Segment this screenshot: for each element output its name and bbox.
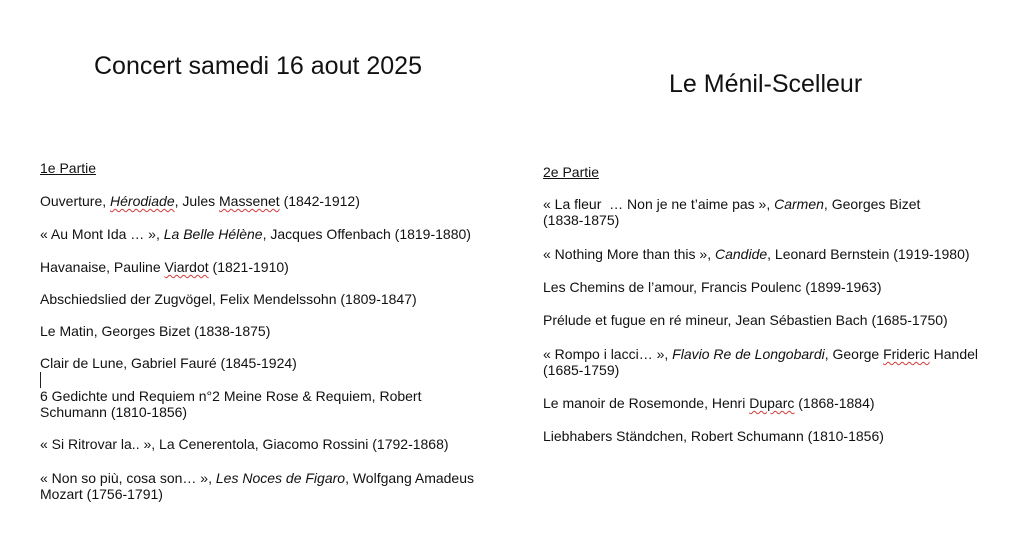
item-text: , Wolfgang Amadeus [345,470,474,486]
program-item-3: Les Chemins de l’amour, Francis Poulenc (1899-1963) [543,279,882,295]
part-1-label: 1e Partie [40,160,97,176]
item-dates: (1821-1910) [208,259,289,275]
item-text: « Rompo i lacci… », [543,346,673,362]
item-composer: Frideric [883,346,930,362]
item-text: (1838-1875) [543,212,620,228]
program-item-1 [40,193,360,209]
item-title: Les Noces de Figaro [215,470,346,486]
item-title: La Belle Hélène [163,226,263,242]
item-text: , Georges Bizet [823,196,921,212]
text-cursor [40,372,41,388]
program-item-6 [543,395,875,411]
item-title: Flavio Re de Longobardi [672,346,825,362]
program-item-9 [40,470,474,502]
item-text: Le manoir de Rosemonde, Henri [543,395,750,411]
item-composer: Massenet [219,193,280,209]
item-text: , Jacques Offenbach (1819-1880) [262,226,471,242]
item-title: Candide [715,246,768,262]
item-dates: (1868-1884) [794,395,875,411]
item-text: , George [824,346,884,362]
concert-title: Concert samedi 16 aout 2025 [94,52,422,80]
program-item-7 [40,388,421,420]
program-item-1 [543,196,920,228]
program-item-8: « Si Ritrovar la.. », La Cenerentola, Giacomo Rossini (1792-1868) [40,436,449,452]
item-composer: Duparc [749,395,795,411]
item-title: Hérodiade [110,193,175,209]
program-item-4: Abschiedslied der Zugvögel, Felix Mendelssohn (1809-1847) [40,291,417,307]
item-text: Mozart (1756-1791) [40,486,163,502]
item-text: « La fleur … Non je ne t’aime pas », [543,196,775,212]
program-item-4: Prélude et fugue en ré mineur, Jean Sébastien Bach (1685-1750) [543,312,948,328]
program-item-7: Liebhabers Ständchen, Robert Schumann (1810-1856) [543,428,884,444]
program-item-5: Le Matin, Georges Bizet (1838-1875) [40,323,271,339]
program-item-2 [543,246,970,262]
item-text: , Leonard Bernstein (1919-1980) [767,246,970,262]
item-text: Schumann (1810-1856) [40,404,188,420]
item-text: Havanaise, Pauline [40,259,165,275]
item-composer: Viardot [164,259,209,275]
item-text: (1685-1759) [543,362,620,378]
location-title: Le Ménil-Scelleur [669,70,863,98]
item-text: 6 Gedichte und Requiem n°2 Meine Rose & Requiem, Robert [40,388,422,404]
program-item-2 [40,226,471,242]
program-item-3 [40,259,289,275]
item-text: « Au Mont Ida … », [40,226,164,242]
item-title: Carmen [774,196,824,212]
item-text: « Nothing More than this », [543,246,715,262]
program-item-5 [543,346,978,378]
program-item-6: Clair de Lune, Gabriel Fauré (1845-1924) [40,355,297,371]
item-text: , Jules [174,193,219,209]
item-text: « Non so più, cosa son… », [40,470,216,486]
item-text: Handel [929,346,979,362]
item-text: Ouverture, [40,193,111,209]
item-dates: (1842-1912) [279,193,360,209]
part-2-label: 2e Partie [543,164,600,180]
